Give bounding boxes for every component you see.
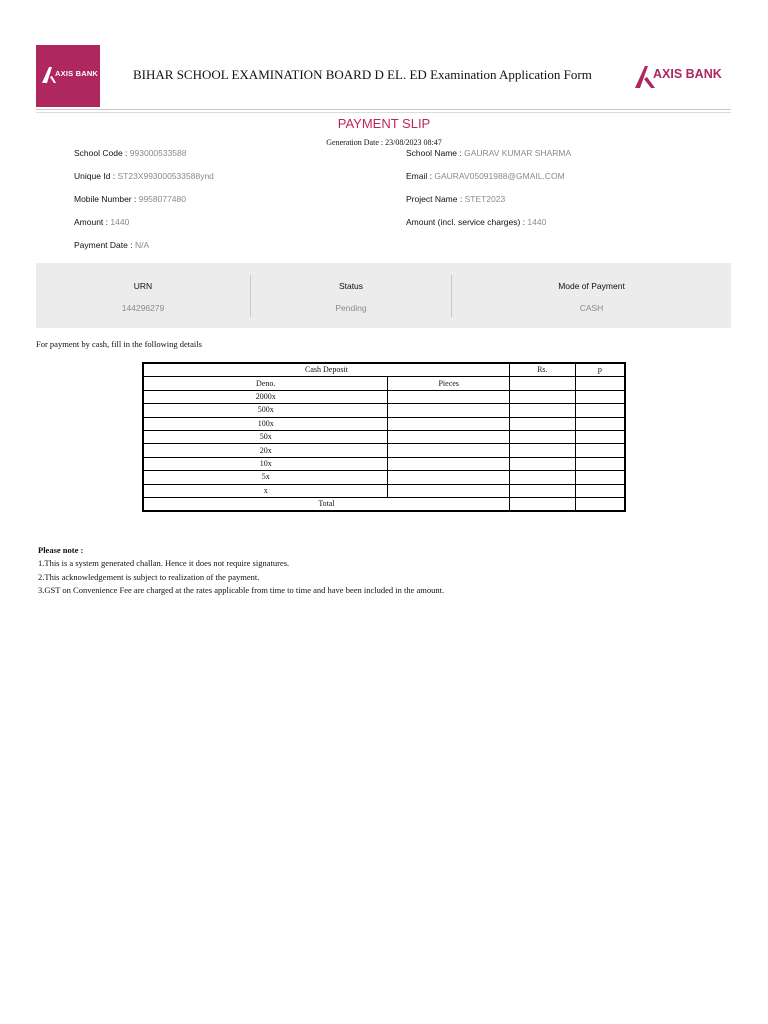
axis-bank-logo-right [633,64,733,90]
status-label: Status [338,281,364,291]
logo-right-text: AXIS BANK [653,67,722,81]
rs-cell [509,484,575,497]
table-header-row [143,363,625,377]
field-label: Payment Date : [74,240,135,250]
p-cell [575,390,625,403]
pieces-cell [388,457,510,470]
header-divider [36,109,731,110]
p-cell [575,404,625,417]
cash-instructions: For payment by cash, fill in the following details [36,339,202,349]
status-value: Pending [335,303,367,313]
p-header: p [575,363,625,377]
slip-title: PAYMENT SLIP [337,116,431,131]
table-row [143,390,625,403]
note-line: 3.GST on Convenience Fee are charged at the rates applicable from time to time and have been included in the amount. [38,585,445,595]
table-total-row [143,497,625,511]
field-unique-id [74,171,214,181]
rs-total-cell [509,497,575,511]
deno-cell: 50x [143,430,388,443]
note-line: 1.This is a system generated challan. Hence it does not require signatures. [38,558,290,568]
field-label: Amount : [74,217,111,227]
logo-left-text: AXIS BANK [55,69,99,78]
header-divider [36,112,731,113]
notes-title: Please note : [38,545,84,555]
field-value: 9958077480 [138,194,186,204]
field-label: School Name : [406,148,465,158]
deno-cell: 10x [143,457,388,470]
field-value: GAURAV05091988@GMAIL.COM [434,171,565,181]
deno-header: Deno. [143,377,388,390]
field-mobile [74,194,186,204]
payment-status-box [36,263,731,328]
urn-label: URN [133,281,153,291]
generation-date: Generation Date : 23/08/2023 08:47 [326,138,442,147]
p-cell [575,377,625,390]
total-label: Total [143,497,509,511]
p-cell [575,484,625,497]
table-subheader-row [143,377,625,390]
field-amount [74,217,129,227]
p-cell [575,417,625,430]
deno-cell: 500x [143,404,388,417]
pieces-cell [388,390,510,403]
rs-header: Rs. [509,363,575,377]
field-label: Mobile Number : [74,194,139,204]
p-cell [575,471,625,484]
pieces-cell [388,417,510,430]
table-row [143,404,625,417]
rs-cell [509,430,575,443]
field-payment-date [74,240,149,250]
field-value: STET2023 [464,194,506,204]
rs-cell [509,390,575,403]
field-value: ST23X993000533588ynd [117,171,214,181]
pieces-cell [388,471,510,484]
rs-cell [509,404,575,417]
cash-deposit-table [142,362,626,512]
field-amount-incl [406,217,546,227]
form-title: BIHAR SCHOOL EXAMINATION BOARD D EL. ED Examination Application Form [133,67,592,82]
field-label: School Code : [74,148,130,158]
axis-bank-logo-left [36,45,100,107]
field-project [406,194,505,204]
field-label: Unique Id : [74,171,118,181]
pieces-cell [388,430,510,443]
note-line: 2.This acknowledgement is subject to realization of the payment. [38,572,260,582]
pieces-header: Pieces [388,377,510,390]
rs-cell [509,471,575,484]
table-row [143,444,625,457]
deno-cell: 5x [143,471,388,484]
field-label: Email : [406,171,435,181]
table-row [143,417,625,430]
mode-value: CASH [579,303,604,313]
deno-cell: 2000x [143,390,388,403]
cash-deposit-header: Cash Deposit [143,363,509,377]
rs-cell [509,444,575,457]
p-cell [575,457,625,470]
table-row [143,457,625,470]
field-email [406,171,565,181]
deno-cell: x [143,484,388,497]
field-value: 1440 [110,217,130,227]
pieces-cell [388,404,510,417]
p-total-cell [575,497,625,511]
axis-logo-icon [42,67,56,83]
mode-label: Mode of Payment [558,281,625,291]
deno-cell: 100x [143,417,388,430]
field-value: N/A [134,240,150,250]
field-label: Project Name : [406,194,465,204]
rs-cell [509,457,575,470]
urn-value: 144296279 [121,303,165,313]
rs-cell [509,377,575,390]
field-value: 1440 [527,217,547,227]
field-value: 993000533588 [129,148,187,158]
field-school-code [74,148,187,158]
rs-cell [509,417,575,430]
p-cell [575,430,625,443]
pieces-cell [388,444,510,457]
p-cell [575,444,625,457]
field-value: GAURAV KUMAR SHARMA [464,148,572,158]
deno-cell: 20x [143,444,388,457]
pieces-cell [388,484,510,497]
field-label: Amount (incl. service charges) : [406,217,528,227]
table-row [143,430,625,443]
field-school-name [406,148,571,158]
table-row [143,471,625,484]
table-row [143,484,625,497]
